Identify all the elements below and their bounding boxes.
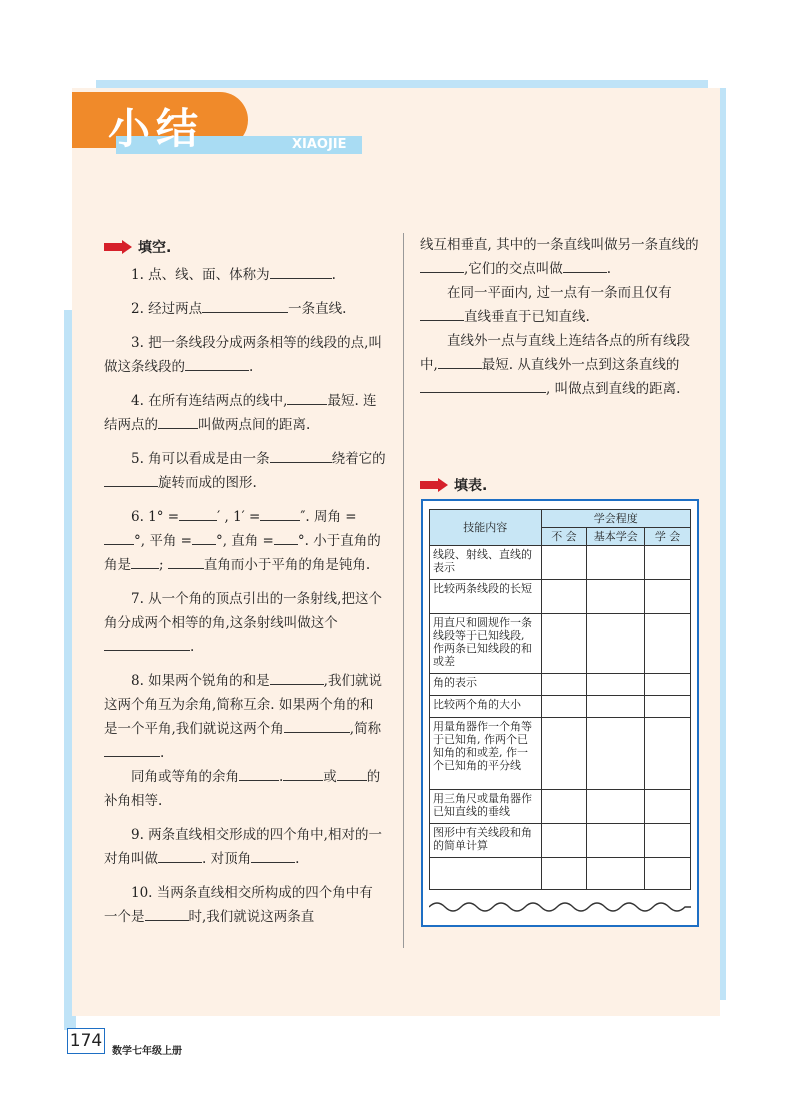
question-10: 10. 当两条直线相交所构成的四个角中有一个是 时,我们就说这两条直 — [104, 885, 373, 925]
skill-cell: 比较两条线段的长短 — [430, 580, 542, 614]
check-cell[interactable] — [645, 580, 691, 614]
check-cell[interactable] — [645, 614, 691, 674]
check-cell[interactable] — [587, 580, 645, 614]
skill-cell: 用量角器作一个角等于已知角, 作两个已知角的和或差, 作一个已知角的平分线 — [430, 718, 542, 790]
table-row — [430, 718, 691, 790]
torn-edge-decoration — [429, 895, 691, 917]
check-cell[interactable] — [587, 718, 645, 790]
answer-blank[interactable] — [104, 472, 158, 487]
table-row — [430, 858, 691, 890]
red-arrow-icon — [104, 240, 132, 254]
question-5: 5. 角可以看成是由一条 绕着它的旋转而成的图形. — [104, 447, 386, 495]
question-7: 7. 从一个角的顶点引出的一条射线,把这个角分成两个相等的角,这条射线叫做这个. — [104, 591, 382, 655]
left-column — [104, 263, 386, 939]
answer-blank[interactable] — [337, 766, 367, 781]
table-row — [430, 674, 691, 696]
check-cell[interactable] — [541, 696, 587, 718]
answer-blank[interactable] — [104, 530, 134, 545]
question-9: 9. 两条直线相交形成的四个角中,相对的一对角叫做 . 对顶角 . — [104, 827, 382, 867]
column-divider — [403, 233, 404, 948]
question-4: 4. 在所有连结两点的线中, 最短. 连结两点的 叫做两点间的距离. — [104, 389, 386, 437]
check-cell[interactable] — [587, 824, 645, 858]
answer-blank[interactable] — [420, 306, 464, 321]
answer-blank[interactable] — [145, 906, 189, 921]
book-title: 数学七年级上册 — [112, 1046, 182, 1057]
skill-cell: 线段、射线、直线的表示 — [430, 546, 542, 580]
right-column — [420, 233, 702, 401]
answer-blank[interactable] — [192, 530, 216, 545]
page-number: 174 — [67, 1028, 105, 1054]
skill-cell: 比较两个角的大小 — [430, 696, 542, 718]
check-cell[interactable] — [645, 718, 691, 790]
point-line-distance: 直线外一点与直线上连结各点的所有线段中, 最短. 从直线外一点到这条直线的, 叫做点到直线的距离. — [420, 333, 690, 397]
check-cell[interactable] — [541, 790, 587, 824]
answer-blank[interactable] — [283, 766, 323, 781]
answer-blank[interactable] — [260, 506, 300, 521]
table-row — [430, 824, 691, 858]
answer-blank[interactable] — [158, 848, 202, 863]
red-arrow-icon — [420, 478, 448, 492]
table-row — [430, 614, 691, 674]
answer-blank[interactable] — [158, 414, 198, 429]
answer-blank[interactable] — [274, 530, 298, 545]
answer-blank[interactable] — [284, 718, 350, 733]
check-cell[interactable] — [587, 674, 645, 696]
answer-blank[interactable] — [131, 554, 159, 569]
answer-blank[interactable] — [104, 636, 190, 651]
question-3: 3. 把一条线段分成两条相等的线段的点,叫做这条线段的 . — [104, 335, 382, 375]
answer-blank[interactable] — [239, 766, 279, 781]
answer-blank[interactable] — [270, 264, 332, 279]
question-2: 2. 经过两点 一条直线. — [104, 297, 386, 321]
table-row — [430, 546, 691, 580]
check-cell[interactable] — [541, 858, 587, 890]
answer-blank[interactable] — [270, 448, 332, 463]
skill-cell: 图形中有关线段和角的简单计算 — [430, 824, 542, 858]
table-row — [430, 696, 691, 718]
check-cell[interactable] — [645, 790, 691, 824]
question-10-continued: 线互相垂直, 其中的一条直线叫做另一条直线的,它们的交点叫做 . — [420, 237, 699, 277]
answer-blank[interactable] — [420, 378, 546, 393]
check-cell[interactable] — [645, 696, 691, 718]
header-level-0: 不 会 — [541, 528, 587, 546]
question-8b: 同角或等角的余角 . 或 的补角相等. — [104, 765, 386, 813]
table-heading-label: 填表. — [454, 478, 488, 494]
check-cell[interactable] — [541, 824, 587, 858]
check-cell[interactable] — [541, 674, 587, 696]
question-1: 1. 点、线、面、体称为 . — [104, 263, 386, 287]
question-8: 8. 如果两个锐角的和是 ,我们就说这两个角互为余角,简称互余. 如果两个角的和是一个平角,我们就说这两个角 ,简称. — [104, 669, 386, 765]
skill-cell: 用三角尺或量角器作已知直线的垂线 — [430, 790, 542, 824]
fill-blank-heading — [104, 237, 171, 257]
answer-blank[interactable] — [179, 506, 217, 521]
answer-blank[interactable] — [202, 298, 288, 313]
answer-blank[interactable] — [438, 354, 482, 369]
question-6: 6. 1° = ′ , 1′ = ″. 周角 =°, 平角 = °, 直角 = °. 小于直角的角是 ; 直角而小于平角的角是钝角. — [104, 505, 386, 577]
check-cell[interactable] — [645, 674, 691, 696]
check-cell[interactable] — [541, 580, 587, 614]
answer-blank[interactable] — [563, 258, 607, 273]
answer-blank[interactable] — [185, 356, 249, 371]
check-cell[interactable] — [541, 546, 587, 580]
table-row — [430, 790, 691, 824]
check-cell[interactable] — [587, 614, 645, 674]
answer-blank[interactable] — [270, 670, 324, 685]
header-skill: 技能内容 — [430, 510, 542, 546]
check-cell[interactable] — [645, 858, 691, 890]
check-cell[interactable] — [587, 546, 645, 580]
skill-cell: 用直尺和圆规作一条线段等于已知线段, 作两条已知线段的和或差 — [430, 614, 542, 674]
header-level-2: 学 会 — [645, 528, 691, 546]
check-cell[interactable] — [541, 614, 587, 674]
fill-blank-heading-label: 填空. — [138, 240, 172, 256]
skill-cell: 角的表示 — [430, 674, 542, 696]
check-cell[interactable] — [645, 824, 691, 858]
check-cell[interactable] — [587, 790, 645, 824]
page-title: 小结 — [108, 104, 205, 153]
answer-blank[interactable] — [251, 848, 295, 863]
check-cell[interactable] — [645, 546, 691, 580]
check-cell[interactable] — [587, 696, 645, 718]
header-level: 学会程度 — [541, 510, 690, 528]
answer-blank[interactable] — [168, 554, 204, 569]
check-cell[interactable] — [541, 718, 587, 790]
perpendicular-uniqueness: 在同一平面内, 过一点有一条而且仅有直线垂直于已知直线. — [420, 281, 702, 329]
answer-blank[interactable] — [287, 390, 327, 405]
skill-table — [429, 509, 691, 890]
page-subtitle: XIAOJIE — [292, 137, 347, 152]
answer-blank[interactable] — [420, 258, 464, 273]
table-header-row — [430, 510, 691, 528]
check-cell[interactable] — [587, 858, 645, 890]
skill-cell — [430, 858, 542, 890]
table-heading — [420, 475, 487, 495]
header-level-1: 基本学会 — [587, 528, 645, 546]
table-row — [430, 580, 691, 614]
answer-blank[interactable] — [104, 742, 160, 757]
